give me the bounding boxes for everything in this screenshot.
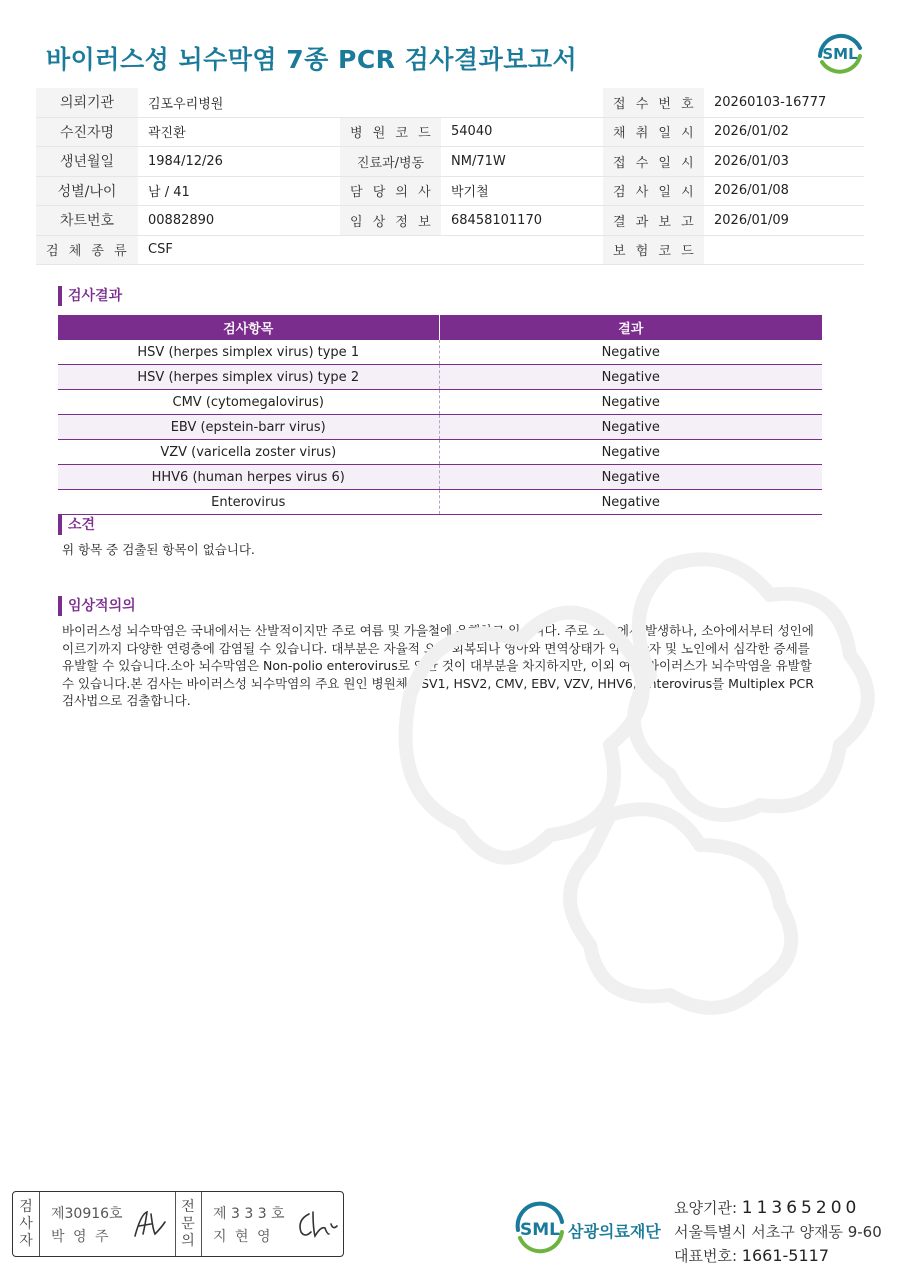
watermark-icon: [370, 545, 900, 1025]
chart-no-value: 00882890: [138, 206, 340, 236]
test-result: Negative: [439, 340, 822, 365]
results-section-title: 검사결과: [58, 286, 122, 306]
clinical-significance-title: 임상적의의: [58, 596, 136, 616]
tester-label: 검 사 자: [19, 1198, 33, 1249]
doctor-value: 박기철: [441, 176, 603, 206]
test-item: HSV (herpes simplex virus) type 1: [58, 340, 439, 365]
info-row: [36, 88, 864, 117]
test-date-label: 검 사 일 시: [603, 176, 704, 206]
test-result: Negative: [439, 390, 822, 415]
table-row: [58, 390, 822, 415]
info-row: [36, 235, 864, 265]
institution-code: 11365200: [741, 1198, 861, 1218]
specialist-license: 제 3 3 3 호: [213, 1206, 285, 1222]
test-date-value: 2026/01/08: [704, 176, 864, 206]
dept-ward-value: NM/71W: [441, 147, 603, 177]
table-row: [58, 340, 822, 365]
address-line: 서울특별시 서초구 양재동 9-60: [674, 1223, 882, 1241]
receipt-date-label: 접 수 일 시: [603, 147, 704, 177]
patient-info-table: [36, 88, 864, 265]
clinical-info-label: 임 상 정 보: [340, 206, 441, 236]
specimen-value: CSF: [138, 235, 603, 265]
column-header-result: 결과: [439, 315, 822, 340]
footer-sml-logo-icon: [510, 1200, 570, 1258]
receipt-date-value: 2026/01/03: [704, 147, 864, 177]
clinical-line: 바이러스성 뇌수막염은 국내에서는 산발적이지만 주로 여름 및 가을철에 유행하고 있습니다. 주로 소아에서 발생하나, 소아에서부터 성인에: [62, 623, 814, 638]
results-table: [58, 315, 822, 515]
signature-box: [12, 1191, 344, 1257]
test-item: HHV6 (human herpes virus 6): [58, 465, 439, 490]
chart-no-label: 차트번호: [36, 206, 138, 236]
findings-section-title: 소견: [58, 515, 95, 535]
tester-license: 제30916호: [51, 1206, 123, 1222]
table-row: [58, 490, 822, 515]
tester-name: 박 영 주: [51, 1229, 111, 1245]
report-date-label: 결 과 보 고: [603, 206, 704, 236]
test-item: HSV (herpes simplex virus) type 2: [58, 365, 439, 390]
sex-age-value: 남 / 41: [138, 176, 340, 206]
test-result: Negative: [439, 440, 822, 465]
dept-ward-label: 진료과/병동: [340, 147, 441, 177]
clinical-line: 수 있습니다.본 검사는 바이러스성 뇌수막염의 주요 원인 병원체 HSV1, HSV2, CMV, EBV, VZV, HHV6, Enterovirus를 Multiplex PCR: [62, 675, 814, 691]
hospital-code-value: 54040: [441, 117, 603, 147]
info-row: [36, 206, 864, 236]
info-row: [36, 117, 864, 147]
test-result: Negative: [439, 415, 822, 440]
requesting-org-value: 김포우리병원: [138, 88, 603, 117]
insurance-code-value: [704, 235, 864, 265]
info-row: [36, 176, 864, 206]
tester-info: [39, 1192, 175, 1256]
doctor-label: 담 당 의 사: [340, 176, 441, 206]
collection-date-value: 2026/01/02: [704, 117, 864, 147]
phone-number: 1661-5117: [741, 1246, 830, 1265]
tester-signature-icon: [131, 1206, 171, 1242]
table-row: [58, 365, 822, 390]
report-date-value: 2026/01/09: [704, 206, 864, 236]
footer-info: [674, 1196, 882, 1268]
footer-logo-text: SML: [520, 1220, 560, 1240]
patient-label: 수진자명: [36, 117, 138, 147]
clinical-line: 유발할 수 있습니다.소아 뇌수막염은 Non-polio enterovirus로 인한 것이 대부분을 차지하지만, 이외 여러 바이러스가 뇌수막염을 유발할: [62, 658, 812, 673]
hospital-code-label: 병 원 코 드: [340, 117, 441, 147]
specialist-info: [201, 1192, 343, 1256]
findings-text: 위 항목 중 검출된 항목이 없습니다.: [62, 542, 255, 557]
institution-line: 요양기관: 11365200: [674, 1198, 861, 1218]
table-row: [58, 415, 822, 440]
info-row: [36, 147, 864, 177]
insurance-code-label: 보 험 코 드: [603, 235, 704, 265]
sml-logo-text: SML: [822, 45, 858, 63]
birth-label: 생년월일: [36, 147, 138, 177]
table-row: [58, 440, 822, 465]
sml-logo-icon: [812, 26, 868, 82]
specialist-label: 전 문 의: [181, 1198, 195, 1249]
phone-line: 대표번호: 1661-5117: [674, 1246, 830, 1265]
birth-value: 1984/12/26: [138, 147, 340, 177]
collection-date-label: 채 취 일 시: [603, 117, 704, 147]
table-row: [58, 465, 822, 490]
footer-org-name: 삼광의료재단: [568, 1222, 661, 1241]
clinical-info-value: 68458101170: [441, 206, 603, 236]
results-header-row: [58, 315, 822, 340]
test-result: Negative: [439, 490, 822, 515]
requesting-org-label: 의뢰기관: [36, 88, 138, 117]
clinical-line: 검사법으로 검출합니다.: [62, 693, 191, 708]
test-item: Enterovirus: [58, 490, 439, 515]
receipt-no-value: 20260103-16777: [704, 88, 864, 117]
test-result: Negative: [439, 465, 822, 490]
test-item: EBV (epstein-barr virus): [58, 415, 439, 440]
sex-age-label: 성별/나이: [36, 176, 138, 206]
test-item: CMV (cytomegalovirus): [58, 390, 439, 415]
column-header-item: 검사항목: [58, 315, 439, 340]
specialist-name: 지 현 영: [213, 1229, 273, 1245]
test-item: VZV (varicella zoster virus): [58, 440, 439, 465]
specimen-label: 검 체 종 류: [36, 235, 138, 265]
specialist-signature-icon: [295, 1206, 339, 1242]
report-title: 바이러스성 뇌수막염 7종 PCR 검사결과보고서: [46, 45, 578, 74]
test-result: Negative: [439, 365, 822, 390]
clinical-line: 이르기까지 다양한 연령층에 감염될 수 있습니다. 대부분은 자율적 으로 회복되나 영아와 면역상태가 약한 환자 및 노인에서 심각한 증세를: [62, 640, 810, 656]
patient-value: 곽진환: [138, 117, 340, 147]
receipt-no-label: 접 수 번 호: [603, 88, 704, 117]
